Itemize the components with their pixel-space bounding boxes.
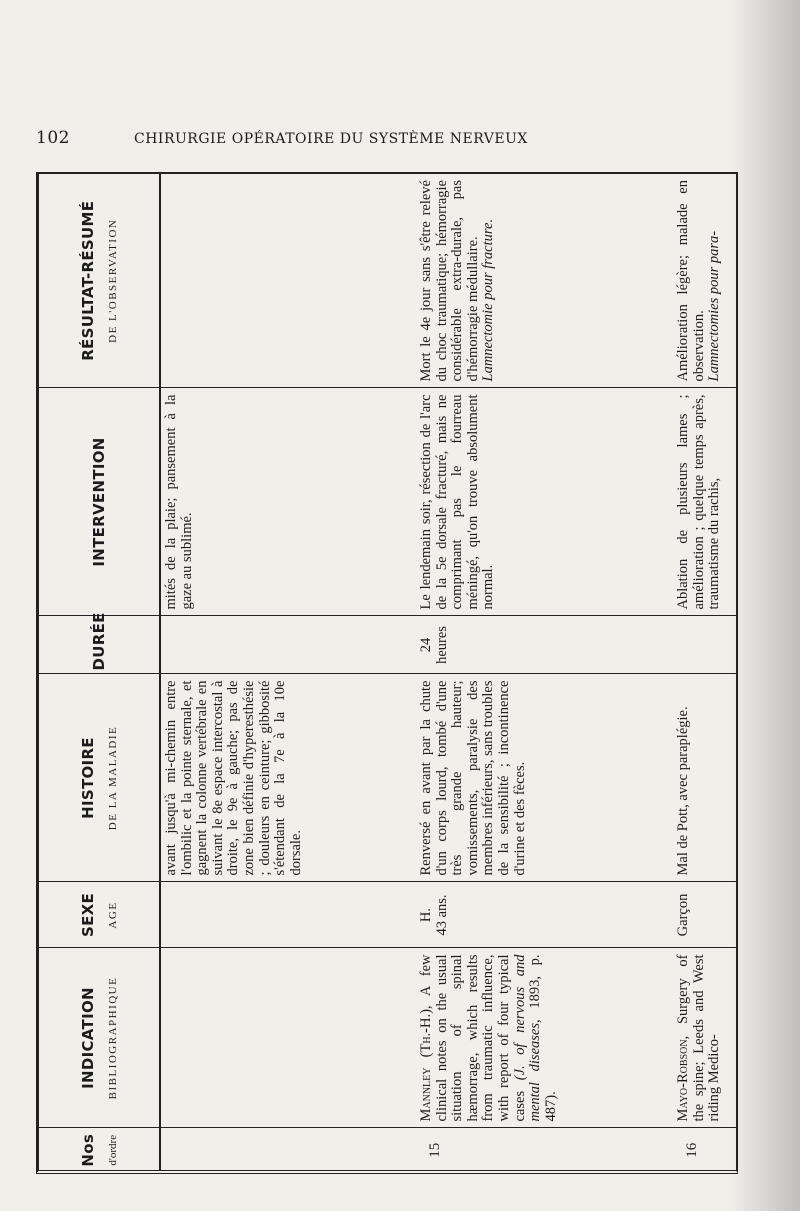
age-value: 43 ans. [433, 894, 450, 936]
cell-sexe [160, 882, 416, 948]
cell-duree [160, 616, 416, 674]
resultat-text: Amélioration légère; malade en observation. [675, 180, 707, 382]
cell-num: 15 [416, 1128, 673, 1172]
indication-title: Surgery of the spine; Leeds and West riding Medico- [675, 954, 723, 1122]
cell-indication [416, 948, 673, 1128]
cell-duree [673, 616, 737, 674]
cell-histoire: avant jusqu'à mi-chemin entre l'ombilic et la pointe sternale, et gagnent la colonne vertébrale en suivant le 8e espace intercostal à droite, le 9e à gauche; pas de zone bien définie d'hyperesthésie ; douleurs en ceinture; gibbosité s'étendant de la 7e à la 10e dorsale. [160, 674, 416, 882]
cell-sexe: Garçon [673, 882, 737, 948]
cell-intervention: Le lendemain soir, résection de l'arc de la 5e dorsale fracturé, mais ne comprimant pas le fourreau méningé, qu'on trouve absolument normal. [416, 388, 673, 616]
indication-author: Mayo-Robson, [675, 1035, 691, 1122]
cell-resultat [416, 174, 673, 388]
cell-num: 16 [673, 1128, 737, 1172]
indication-title: A few clinical notes on the usual situation of spinal hæmorrage, which results from traumatic influence, with report of four typical cases [418, 954, 528, 1122]
header-duree: DURÉE [39, 616, 160, 674]
header-indication: INDICATION BIBLIOGRAPHIQUE [39, 948, 160, 1128]
cell-intervention: Ablation de plusieurs lames ; amélioration ; quelque temps après, traumatisme du rachis, [673, 388, 737, 616]
indication-journal: (J. of nervous and mental diseases, [511, 954, 544, 1122]
cell-histoire: Mal de Pott, avec paraplégie. [673, 674, 737, 882]
cell-resultat [673, 174, 737, 388]
running-title: CHIRURGIE OPÉRATOIRE DU SYSTÈME NERVEUX [134, 131, 528, 147]
sexe-value: H. [418, 907, 434, 923]
header-resultat: RÉSULTAT-RÉSUMÉ DE L'OBSERVATION [39, 174, 160, 388]
cell-resultat [160, 174, 416, 388]
resultat-note: Lamnectomie pour fracture. [480, 218, 497, 382]
resultat-text: Mort le 4e jour sans s'être relevé du choc traumatique; hémorragie considérable extra-durale, pas d'hémorragie médullaire. [418, 180, 481, 382]
cell-indication [160, 948, 416, 1128]
cell-histoire: Renversé en avant par la chute d'un corps lourd, tombé d'une très grande hauteur; vomissements, paralysie des membres inférieurs, sans troubles de la sensibilité ; incontinence d'urine et des fèces. [416, 674, 673, 882]
cell-num [160, 1128, 416, 1172]
indication-author: Mannley (Th.-H.), [418, 1005, 434, 1122]
page-number: 102 [36, 128, 70, 148]
cell-duree: 24 heures [416, 616, 673, 674]
header-num: Nos d'ordre [39, 1128, 160, 1172]
cell-intervention: mités de la plaie; pansement à la gaze au sublimé. [160, 388, 416, 616]
observations-table [36, 172, 738, 1174]
page-edge-shadow [730, 0, 800, 1211]
header-histoire: HISTOIRE DE LA MALADIE [39, 674, 160, 882]
rotated-table [39, 174, 737, 1172]
running-head [36, 128, 736, 152]
table-header-row [39, 174, 160, 1172]
indication-ref: 1893, p. 487). [527, 954, 559, 1122]
cell-indication [673, 948, 737, 1128]
cell-sexe [416, 882, 673, 948]
table-row [160, 174, 416, 1172]
table-row [416, 174, 673, 1172]
header-sexe: SEXE AGE [39, 882, 160, 948]
header-intervention: INTERVENTION [39, 388, 160, 616]
resultat-note: Lamnectomies pour para- [706, 230, 723, 382]
table-row [673, 174, 737, 1172]
